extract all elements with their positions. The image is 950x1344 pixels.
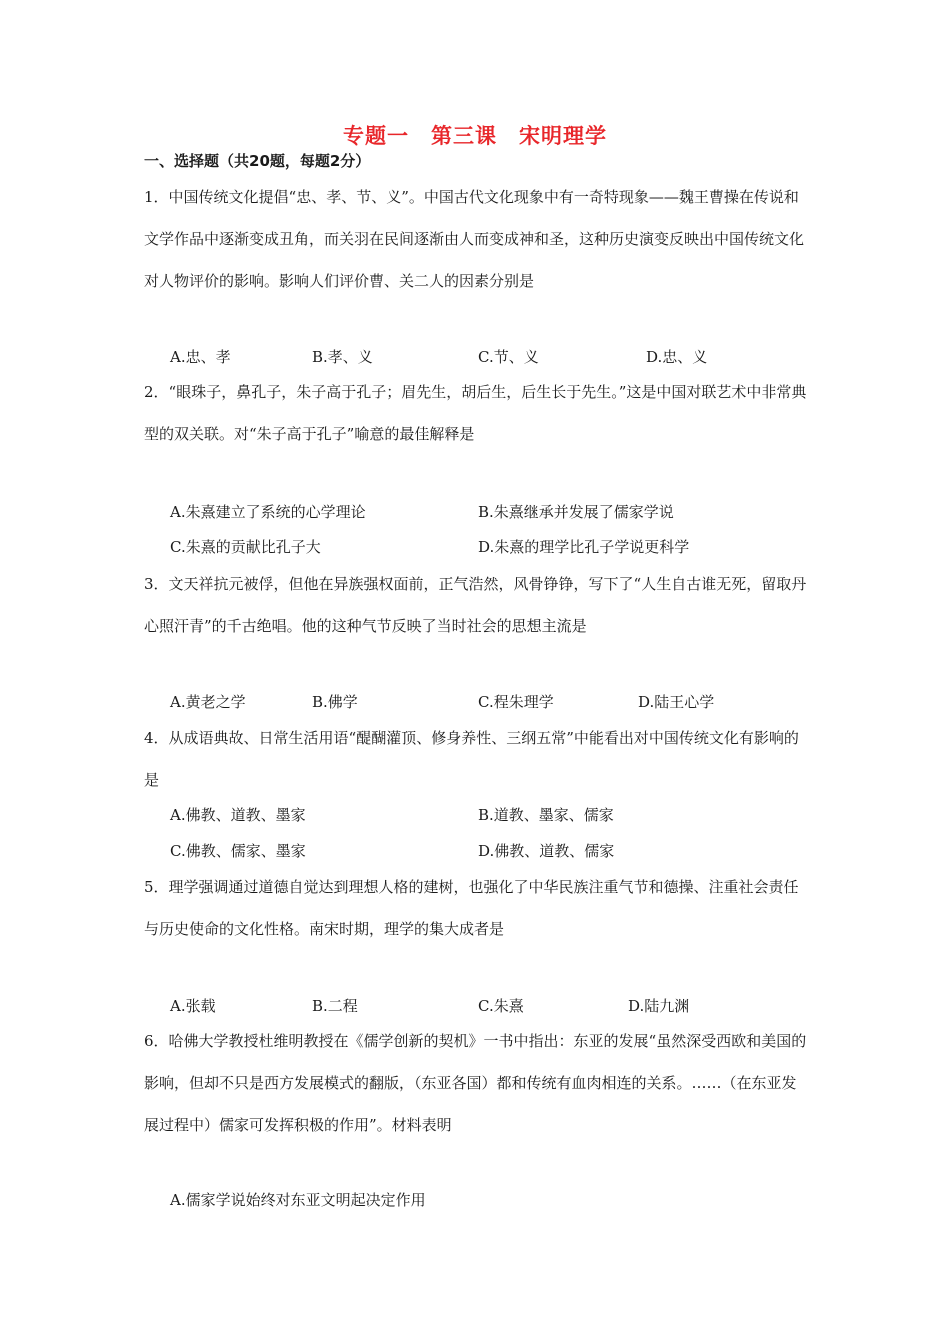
option-4d: D.佛教、道教、儒家 — [478, 842, 615, 860]
option-6a: A.儒家学说始终对东亚文明起决定作用 — [170, 1191, 426, 1209]
option-2a: A.朱熹建立了系统的心学理论 — [170, 503, 366, 521]
option-3d: D.陆王心学 — [638, 693, 715, 711]
question-5: 5．理学强调通过道德自觉达到理想人格的建树，也强化了中华民族注重气节和德操、注重社会责任与历史使命的文化性格。南宋时期，理学的集大成者是 — [144, 878, 799, 938]
option-4b: B.道教、墨家、儒家 — [478, 806, 614, 824]
option-3b: B.佛学 — [312, 693, 358, 711]
page-title: 专题一 第三课 宋明理学 — [343, 124, 607, 148]
option-5a: A.张载 — [170, 997, 216, 1015]
option-5b: B.二程 — [312, 997, 358, 1015]
option-1d: D.忠、义 — [646, 348, 708, 366]
question-4: 4．从成语典故、日常生活用语“醍醐灌顶、修身养性、三纲五常”中能看出对中国传统文化有影响的是 — [144, 729, 799, 789]
option-2b: B.朱熹继承并发展了儒家学说 — [478, 503, 674, 521]
option-2c: C.朱熹的贡献比孔子大 — [170, 538, 321, 556]
option-1b: B.孝、义 — [312, 348, 373, 366]
question-6: 6．哈佛大学教授杜维明教授在《儒学创新的契机》一书中指出：东亚的发展“虽然深受西欧和美国的影响，但却不只是西方发展模式的翻版，（东亚各国）都和传统有血肉相连的关系。……（在东亚发展过程中）儒家可发挥积极的作用”。材料表明 — [144, 1032, 807, 1134]
option-3a: A.黄老之学 — [170, 693, 246, 711]
option-2d: D.朱熹的理学比孔子学说更科学 — [478, 538, 690, 556]
option-1c: C.节、义 — [478, 348, 539, 366]
option-4a: A.佛教、道教、墨家 — [170, 806, 306, 824]
option-1a: A.忠、孝 — [170, 348, 231, 366]
option-4c: C.佛教、儒家、墨家 — [170, 842, 306, 860]
option-3c: C.程朱理学 — [478, 693, 554, 711]
question-3: 3．文天祥抗元被俘，但他在异族强权面前，正气浩然，风骨铮铮，写下了“人生自古谁无死，留取丹心照汗青”的千古绝唱。他的这种气节反映了当时社会的思想主流是 — [144, 575, 807, 635]
question-1: 1．中国传统文化提倡“忠、孝、节、义”。中国古代文化现象中有一奇特现象——魏王曹操在传说和文学作品中逐渐变成丑角，而关羽在民间逐渐由人而变成神和圣，这种历史演变反映出中国传统文化对人物评价的影响。影响人们评价曹、关二人的因素分别是 — [144, 188, 805, 290]
option-5c: C.朱熹 — [478, 997, 524, 1015]
option-5d: D.陆九渊 — [628, 997, 690, 1015]
question-2: 2．“眼珠子，鼻孔子，朱子高于孔子；眉先生，胡后生，后生长于先生。”这是中国对联艺术中非常典型的双关联。对“朱子高于孔子”喻意的最佳解释是 — [144, 383, 807, 443]
section-heading: 一、选择题（共20题，每题2分） — [144, 152, 371, 170]
